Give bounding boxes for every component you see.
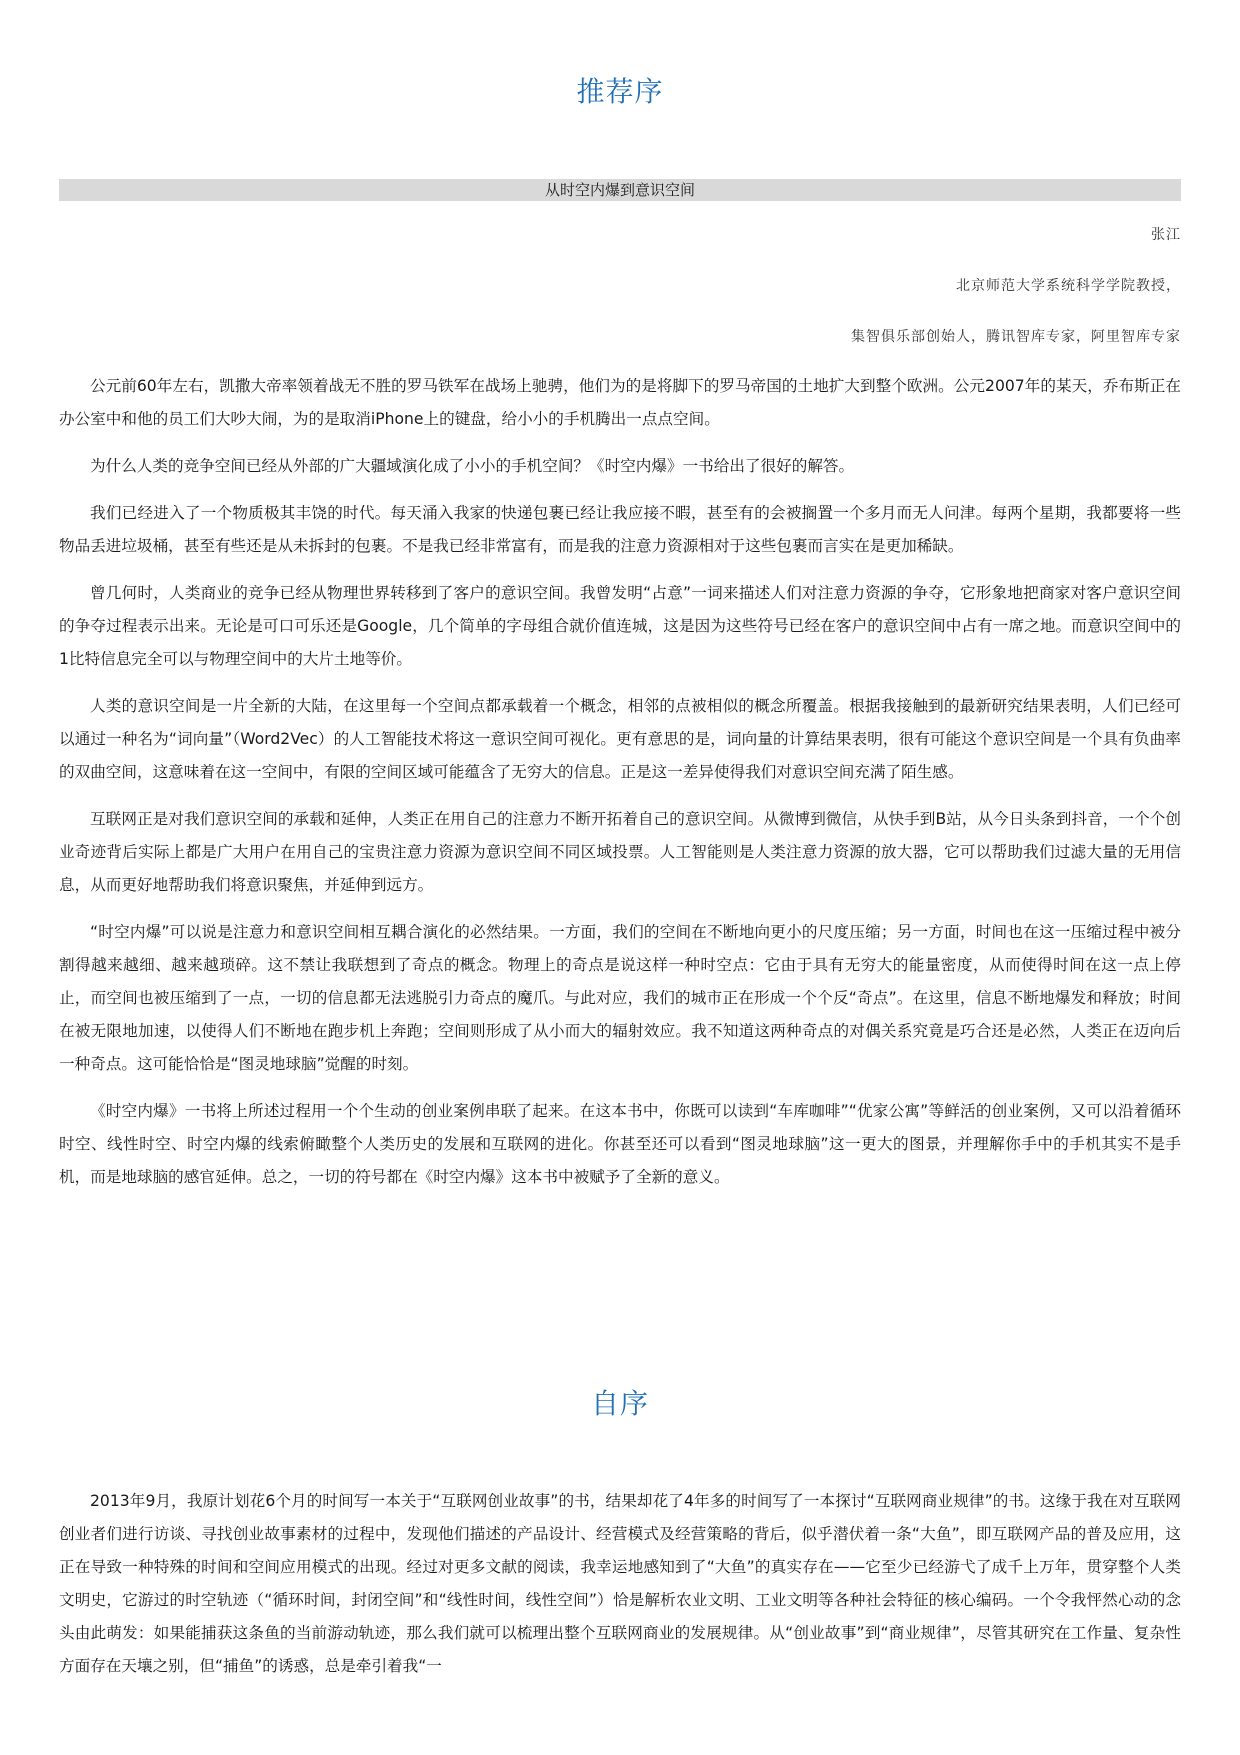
preface-body — [59, 1485, 1181, 1697]
author-title-line-2: 集智俱乐部创始人，腾讯智库专家，阿里智库专家 — [851, 329, 1181, 345]
author-name: 张江 — [1151, 227, 1181, 243]
foreword-subtitle-bar: 从时空内爆到意识空间 — [59, 179, 1181, 201]
foreword-paragraph: 人类的意识空间是一片全新的大陆，在这里每一个空间点都承载着一个概念，相邻的点被相似的概念所覆盖。根据我接触到的最新研究结果表明，人们已经可以通过一种名为“词向量”（Word2Vec）的人工智能技术将这一意识空间可视化。更有意思的是，词向量的计算结果表明，很有可能这个意识空间是一个具有负曲率的双曲空间，这意味着在这一空间中，有限的空间区域可能蕴含了无穷大的信息。正是这一差异使得我们对意识空间充满了陌生感。 — [59, 697, 1181, 781]
foreword-paragraph: 曾几何时，人类商业的竞争已经从物理世界转移到了客户的意识空间。我曾发明“占意”一词来描述人们对注意力资源的争夺，它形象地把商家对客户意识空间的争夺过程表示出来。无论是可口可乐还是Google，几个简单的字母组合就价值连城，这是因为这些符号已经在客户的意识空间中占有一席之地。而意识空间中的1比特信息完全可以与物理空间中的大片土地等价。 — [59, 584, 1181, 668]
foreword-paragraph: 互联网正是对我们意识空间的承载和延伸，人类正在用自己的注意力不断开拓着自己的意识空间。从微博到微信，从快手到B站，从今日头条到抖音，一个个创业奇迹背后实际上都是广大用户在用自己的宝贵注意力资源为意识空间不同区域投票。人工智能则是人类注意力资源的放大器，它可以帮助我们过滤大量的无用信息，从而更好地帮助我们将意识聚焦，并延伸到远方。 — [59, 810, 1181, 894]
foreword-paragraph: “时空内爆”可以说是注意力和意识空间相互耦合演化的必然结果。一方面，我们的空间在不断地向更小的尺度压缩；另一方面，时间也在这一压缩过程中被分割得越来越细、越来越琐碎。这不禁让我联想到了奇点的概念。物理上的奇点是说这样一种时空点：它由于具有无穷大的能量密度，从而使得时间在这一点上停止，而空间也被压缩到了一点，一切的信息都无法逃脱引力奇点的魔爪。与此对应，我们的城市正在形成一个个反“奇点”。在这里，信息不断地爆发和释放；时间在被无限地加速，以使得人们不断地在跑步机上奔跑；空间则形成了从小而大的辐射效应。我不知道这两种奇点的对偶关系究竟是巧合还是必然，人类正在迈向后一种奇点。这可能恰恰是“图灵地球脑”觉醒的时刻。 — [59, 923, 1181, 1073]
foreword-paragraph: 公元前60年左右，凯撒大帝率领着战无不胜的罗马铁军在战场上驰骋，他们为的是将脚下的罗马帝国的土地扩大到整个欧洲。公元2007年的某天，乔布斯正在办公室中和他的员工们大吵大闹，为的是取消iPhone上的键盘，给小小的手机腾出一点点空间。 — [59, 377, 1181, 428]
author-title-line-1: 北京师范大学系统科学学院教授， — [956, 278, 1181, 294]
foreword-paragraph: 我们已经进入了一个物质极其丰饶的时代。每天涌入我家的快递包裹已经让我应接不暇，甚至有的会被搁置一个多月而无人问津。每两个星期，我都要将一些物品丢进垃圾桶，甚至有些还是从未拆封的包裹。不是我已经非常富有，而是我的注意力资源相对于这些包裹而言实在是更加稀缺。 — [59, 504, 1181, 555]
preface-title: 自序 — [590, 1387, 649, 1420]
foreword-title: 推荐序 — [576, 75, 664, 108]
foreword-paragraph: 《时空内爆》一书将上所述过程用一个个生动的创业案例串联了起来。在这本书中，你既可以读到“车库咖啡”“优家公寓”等鲜活的创业案例，又可以沿着循环时空、线性时空、时空内爆的线索俯瞰整个人类历史的发展和互联网的进化。你甚至还可以看到“图灵地球脑”这一更大的图景，并理解你手中的手机其实不是手机，而是地球脑的感官延伸。总之，一切的符号都在《时空内爆》这本书中被赋予了全新的意义。 — [59, 1102, 1181, 1186]
foreword-paragraph: 为什么人类的竞争空间已经从外部的广大疆域演化成了小小的手机空间？《时空内爆》一书给出了很好的解答。 — [90, 457, 855, 475]
foreword-body — [59, 370, 1181, 1208]
preface-paragraph: 2013年9月，我原计划花6个月的时间写一本关于“互联网创业故事”的书，结果却花了4年多的时间写了一本探讨“互联网商业规律”的书。这缘于我在对互联网创业者们进行访谈、寻找创业故事素材的过程中，发现他们描述的产品设计、经营模式及经营策略的背后，似乎潜伏着一条“大鱼”，即互联网产品的普及应用，这正在导致一种特殊的时间和空间应用模式的出现。经过对更多文献的阅读，我幸运地感知到了“大鱼”的真实存在——它至少已经游弋了成千上万年，贯穿整个人类文明史，它游过的时空轨迹（“循环时间，封闭空间”和“线性时间，线性空间”）恰是解析农业文明、工业文明等各种社会特征的核心编码。一个令我怦然心动的念头由此萌发：如果能捕获这条鱼的当前游动轨迹，那么我们就可以梳理出整个互联网商业的发展规律。从“创业故事”到“商业规律”，尽管其研究在工作量、复杂性方面存在天壤之别，但“捕鱼”的诱惑，总是牵引着我“一 — [59, 1492, 1181, 1675]
